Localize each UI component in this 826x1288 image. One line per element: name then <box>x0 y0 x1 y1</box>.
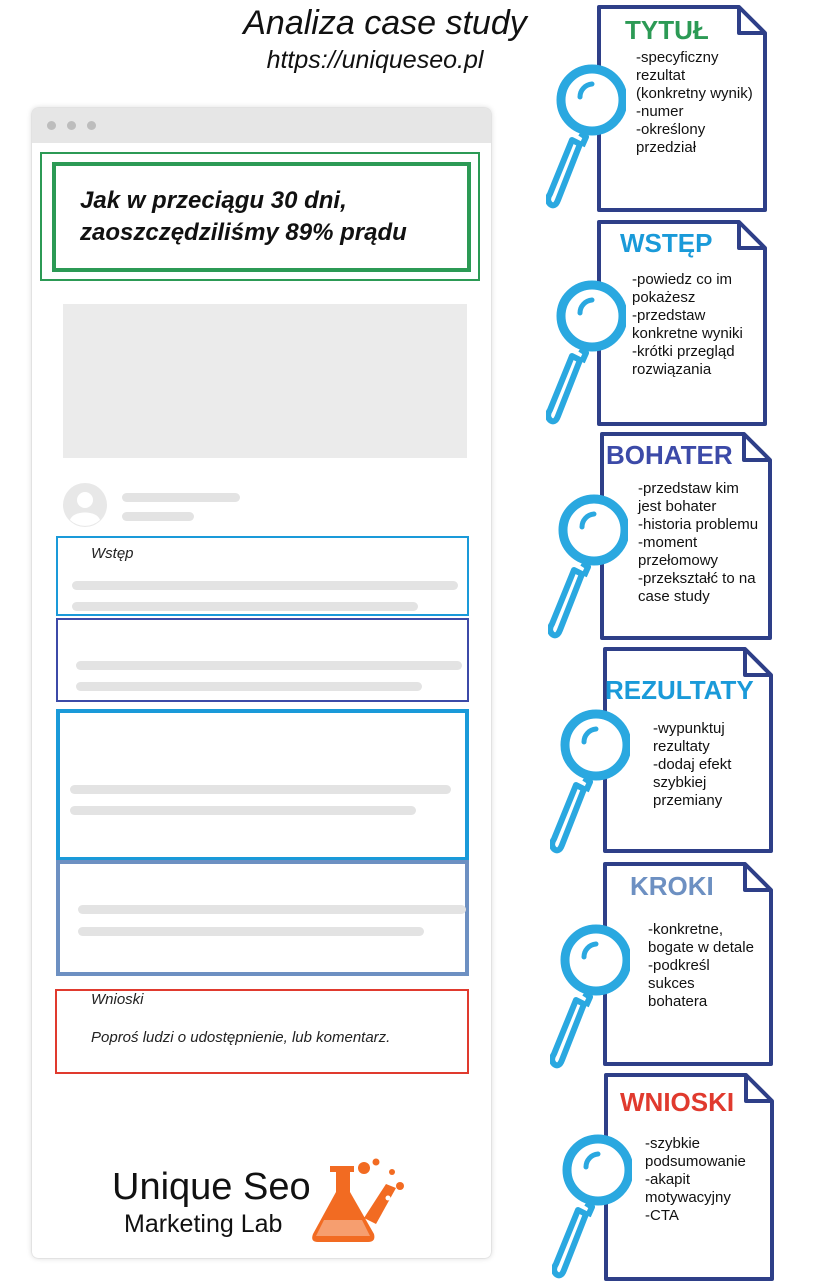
tip-card-line: -dodaj efekt <box>653 756 732 773</box>
tip-card-line: pokażesz <box>632 289 696 306</box>
magnifier-icon <box>546 60 626 215</box>
text-line-placeholder <box>78 927 424 936</box>
headline-line: zaoszczędziliśmy 89% prądu <box>80 219 407 246</box>
tip-card-text <box>648 921 754 1011</box>
site-url[interactable]: https://uniqueseo.pl <box>266 46 484 74</box>
avatar <box>63 483 107 527</box>
tip-card-line: case study <box>638 588 710 605</box>
tip-card-line: -określony <box>636 121 706 138</box>
logo-tagline: Marketing Lab <box>124 1210 283 1238</box>
flask-logo-icon <box>308 1158 408 1246</box>
tip-card-title: REZULTATY <box>605 675 754 705</box>
magnifier-icon <box>546 276 626 431</box>
tip-card-line: -historia problemu <box>638 516 759 533</box>
text-line-placeholder <box>78 905 466 914</box>
tip-card-line: rozwiązania <box>632 361 712 378</box>
tip-card-line: -podkreśl <box>648 957 710 974</box>
author-meta-placeholder <box>122 512 194 521</box>
tip-card-title: BOHATER <box>606 440 733 470</box>
user-avatar-icon <box>63 483 107 527</box>
tip-card-text <box>653 720 731 810</box>
magnifier-icon <box>548 490 628 645</box>
text-line-placeholder <box>70 806 416 815</box>
tip-card-line: motywacyjny <box>645 1189 731 1206</box>
magnifier-icon <box>550 920 630 1075</box>
title-section <box>52 162 471 272</box>
tip-card-line: -powiedz co im <box>632 271 733 288</box>
tip-card-line: konkretne wyniki <box>632 325 743 342</box>
intro-label: Wstęp <box>91 545 134 562</box>
tip-card-line: -CTA <box>645 1207 679 1224</box>
magnifier-icon <box>552 1130 632 1285</box>
page-title-text: Analiza case study <box>243 4 527 42</box>
tip-card-text <box>632 271 743 379</box>
tip-card-line: podsumowanie <box>645 1153 746 1170</box>
article-headline <box>80 185 407 249</box>
tip-card-line: przemiany <box>653 792 723 809</box>
text-line-placeholder <box>70 785 451 794</box>
tip-card-line: -moment <box>638 534 698 551</box>
text-line-placeholder <box>72 581 458 590</box>
tip-card-line: -numer <box>636 103 684 120</box>
tip-card-text <box>636 49 753 157</box>
conclusion-cta-text: Poproś ludzi o udostępnienie, lub komentarz. <box>91 1029 391 1046</box>
hero-image-placeholder <box>63 304 467 458</box>
tip-card-line: rezultat <box>636 67 686 84</box>
tip-card-line: rezultaty <box>653 738 710 755</box>
tip-card-line: bohatera <box>648 993 708 1010</box>
tip-card-line: -przedstaw <box>632 307 706 324</box>
tip-card-line: -przedstaw kim <box>638 480 739 497</box>
tip-card-line: -wypunktuj <box>653 720 725 737</box>
browser-title-bar <box>32 108 491 143</box>
steps-section <box>56 860 469 976</box>
tip-card-line: sukces <box>648 975 695 992</box>
window-dot-icon <box>67 121 76 130</box>
tip-card-title: KROKI <box>630 871 714 901</box>
window-dot-icon <box>47 121 56 130</box>
tip-card-line: szybkiej <box>653 774 707 791</box>
text-line-placeholder <box>76 682 422 691</box>
tip-card-title: WSTĘP <box>620 228 713 258</box>
tip-card-line: jest bohater <box>638 498 717 515</box>
conclusion-label: Wnioski <box>91 991 144 1008</box>
text-line-placeholder <box>76 661 462 670</box>
tip-card-line: -akapit <box>645 1171 691 1188</box>
magnifier-icon <box>550 705 630 860</box>
tip-card-title: WNIOSKI <box>620 1087 735 1117</box>
text-line-placeholder <box>72 602 418 611</box>
author-name-placeholder <box>122 493 240 502</box>
tip-card-text <box>645 1135 746 1225</box>
tip-card-line: -szybkie <box>645 1135 701 1152</box>
tip-card-text <box>638 480 758 606</box>
tip-card-line: przedział <box>636 139 697 156</box>
tip-card-line: -krótki przegląd <box>632 343 735 360</box>
headline-line: Jak w przeciągu 30 dni, <box>80 187 347 214</box>
tip-card-line: -przekształć to na <box>638 570 756 587</box>
tip-card-line: przełomowy <box>638 552 719 569</box>
tip-card-line: (konkretny wynik) <box>636 85 753 102</box>
logo-name: Unique Seo <box>112 1166 311 1208</box>
tip-card-line: bogate w detale <box>648 939 754 956</box>
tip-card-line: -specyficzny <box>636 49 719 66</box>
tip-card-line: -konkretne, <box>648 921 724 938</box>
window-dot-icon <box>87 121 96 130</box>
tip-card-title: TYTUŁ <box>625 15 709 45</box>
